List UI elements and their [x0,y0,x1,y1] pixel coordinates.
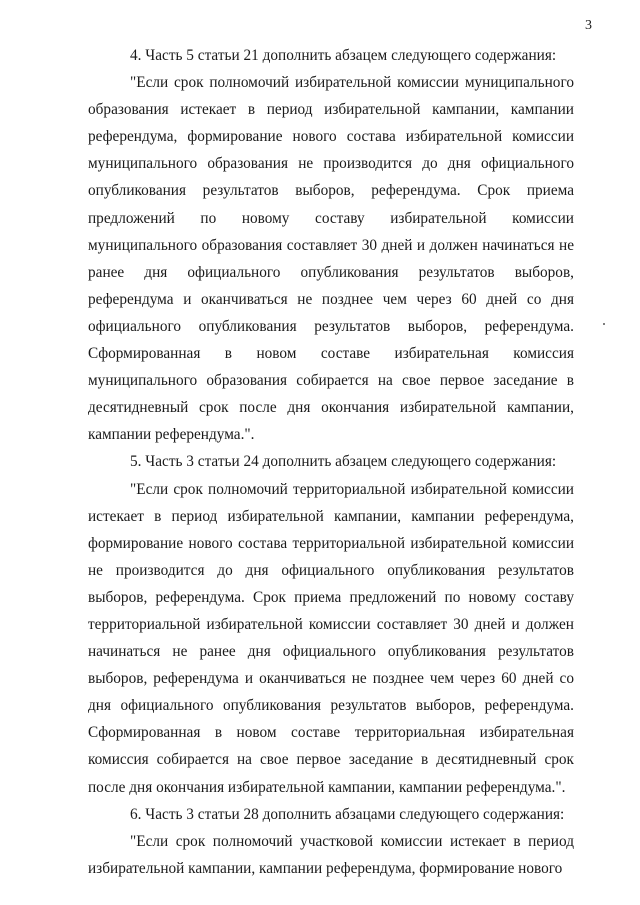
item-5-quote: "Если срок полномочий территориальной избирательной комиссии истекает в период избирательной кампании, кампании референдума, формирование нового состава территориальной избирательной комиссии не производится до дня официального опубликования результатов выборов, референдума. Срок приема предложений по новому составу территориальной избирательной комиссии составляет 30 дней и должен начинаться не ранее дня официального опубликования результатов выборов, референдума и оканчиваться не позднее чем через 60 дней со дня официального опубликования результатов выборов, референдума. Сформированная в новом составе территориальная избирательная комиссия собирается на свое первое заседание в десятидневный срок после дня окончания избирательной кампании, кампании референдума.". [88,480,574,796]
item-6-heading: 6. Часть 3 статьи 28 дополнить абзацами следующего содержания: [130,805,565,823]
item-6-quote: "Если срок полномочий участковой комиссии истекает в период избирательной кампании, кампании референдума, формирование нового [88,832,574,877]
document-body [88,42,574,882]
page-number: 3 [585,18,592,33]
item-4-quote: "Если срок полномочий избирательной комиссии муниципального образования истекает в период избирательной кампании, кампании референдума, формирование нового состава избирательной комиссии муниципального образования не производится до дня официального опубликования результатов выборов, референдума. Срок приема предложений по новому составу избирательной комиссии муниципального образования составляет 30 дней и должен начинаться не ранее дня официального опубликования результатов выборов, референдума и оканчиваться не позднее чем через 60 дней со дня официального опубликования результатов выборов, референдума. Сформированная в новом составе избирательная комиссия муниципального образования собирается на свое первое заседание в десятидневный срок после дня окончания избирательной кампании, кампании референдума.". [88,74,574,444]
scan-speck [603,323,605,325]
item-5-heading: 5. Часть 3 статьи 24 дополнить абзацем следующего содержания: [130,453,557,471]
item-4-heading: 4. Часть 5 статьи 21 дополнить абзацем следующего содержания: [130,47,557,64]
